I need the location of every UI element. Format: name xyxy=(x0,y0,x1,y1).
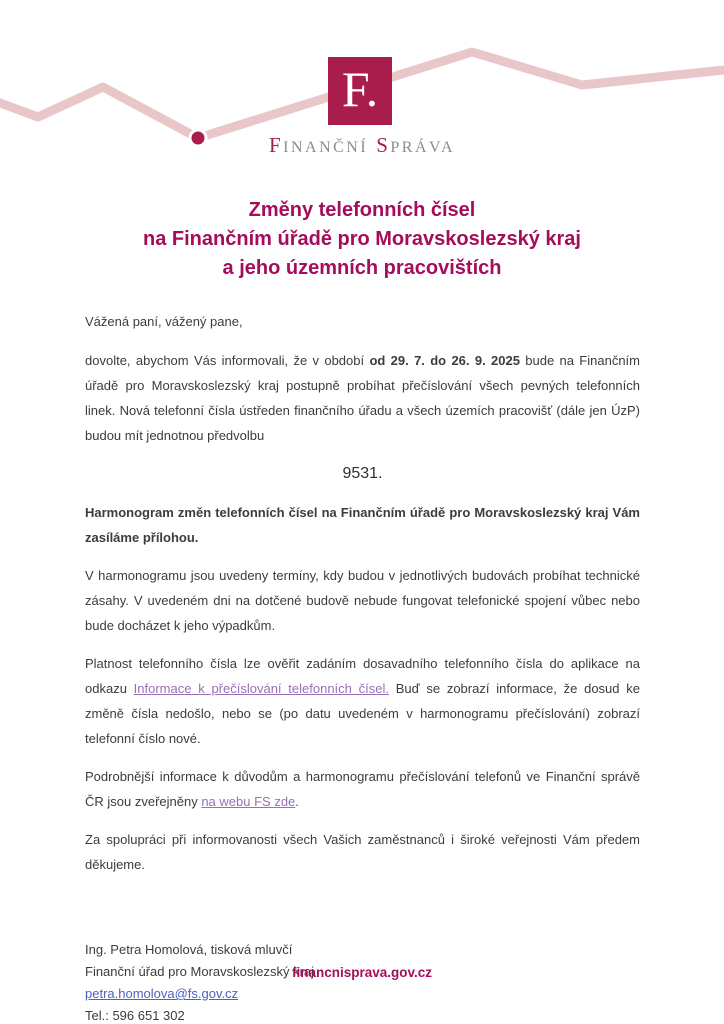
title-line-3: a jeho územních pracovištích xyxy=(222,257,502,279)
paragraph xyxy=(85,827,640,877)
paragraph xyxy=(85,348,640,448)
signature-line xyxy=(85,1005,640,1024)
wordmark-initial-s: S xyxy=(376,133,391,157)
text-run: od 29. 7. do 26. 9. 2025 xyxy=(369,353,520,368)
signature-block xyxy=(85,939,640,1024)
greeting: Vážená paní, vážený pane, xyxy=(85,314,243,329)
text-run: 9531. xyxy=(342,465,383,482)
signature-line xyxy=(85,983,640,1005)
logo-wordmark xyxy=(0,133,724,158)
paragraph xyxy=(85,563,640,638)
text-run: bude na Finančním úřadě pro Moravskoslezský kraj postupně probíhat přečíslování všech pevných telefonních linek. Nová telefonní čísla ústředen finančního úřadu a všech územích pracovišť (dále jen ÚzP) budou mít jednotnou předvolbu xyxy=(85,353,640,443)
text-run: V harmonogramu jsou uvedeny termíny, kdy budou v jednotlivých budovách probíhat technické zásahy. V uvedeném dni na dotčené budově nebude fungovat telefonické spojení vůbec nebo bude docházet k jeho výpadkům. xyxy=(85,568,640,633)
wordmark-initial-f: F xyxy=(268,133,284,157)
document-title xyxy=(0,196,724,283)
paragraph xyxy=(85,500,640,550)
wordmark-rest-1: INANČNÍ xyxy=(283,139,369,156)
logo-monogram xyxy=(328,57,392,125)
logo-monogram-text: F. xyxy=(341,61,379,117)
text-link[interactable]: petra.homolova@fs.gov.cz xyxy=(85,986,239,1001)
letter-body xyxy=(85,348,640,877)
text-run: . xyxy=(295,794,299,809)
text-run: dovolte, abychom Vás informovali, že v období xyxy=(85,353,370,368)
letter-content xyxy=(0,309,724,1024)
signature-line xyxy=(85,939,640,961)
paragraph xyxy=(85,764,640,814)
text-link[interactable]: Informace k přečíslování telefonních čísel. xyxy=(133,681,389,696)
text-run: Ing. Petra Homolová, tisková mluvčí xyxy=(85,942,293,957)
title-line-2: na Finančním úřadě pro Moravskoslezský kraj xyxy=(143,228,581,250)
text-run: Harmonogram změn telefonních čísel na Finančním úřadě pro Moravskoslezský kraj Vám zasíláme přílohou. xyxy=(85,505,640,545)
text-run: Buď se zobrazí informace, že dosud ke změně čísla nedošlo, nebo se (po datu uvedeném v harmonogramu přečíslování) zobrazí telefonní číslo nové. xyxy=(85,681,640,746)
text-run: Za spolupráci při informovanosti všech Vašich zaměstnanců i široké veřejnosti Vám předem děkujeme. xyxy=(85,832,640,872)
paragraph xyxy=(85,651,640,751)
title-line-1: Změny telefonních čísel xyxy=(248,199,476,221)
text-run: Finanční úřad pro Moravskoslezský kraj xyxy=(85,964,315,979)
footer-website: financnisprava.gov.cz xyxy=(291,965,433,980)
text-run: Tel.: 596 651 302 xyxy=(85,1008,185,1023)
wordmark-rest-2: PRÁVA xyxy=(390,139,456,156)
text-link[interactable]: na webu FS zde xyxy=(201,794,296,809)
paragraph xyxy=(85,461,640,486)
text-run: Podrobnější informace k důvodům a harmonogramu přečíslování telefonů ve Finanční správě ČR jsou zveřejněny xyxy=(85,769,640,809)
text-run: Platnost telefonního čísla lze ověřit zadáním dosavadního telefonního čísla do aplikace na odkazu xyxy=(85,656,640,696)
header xyxy=(0,0,724,172)
